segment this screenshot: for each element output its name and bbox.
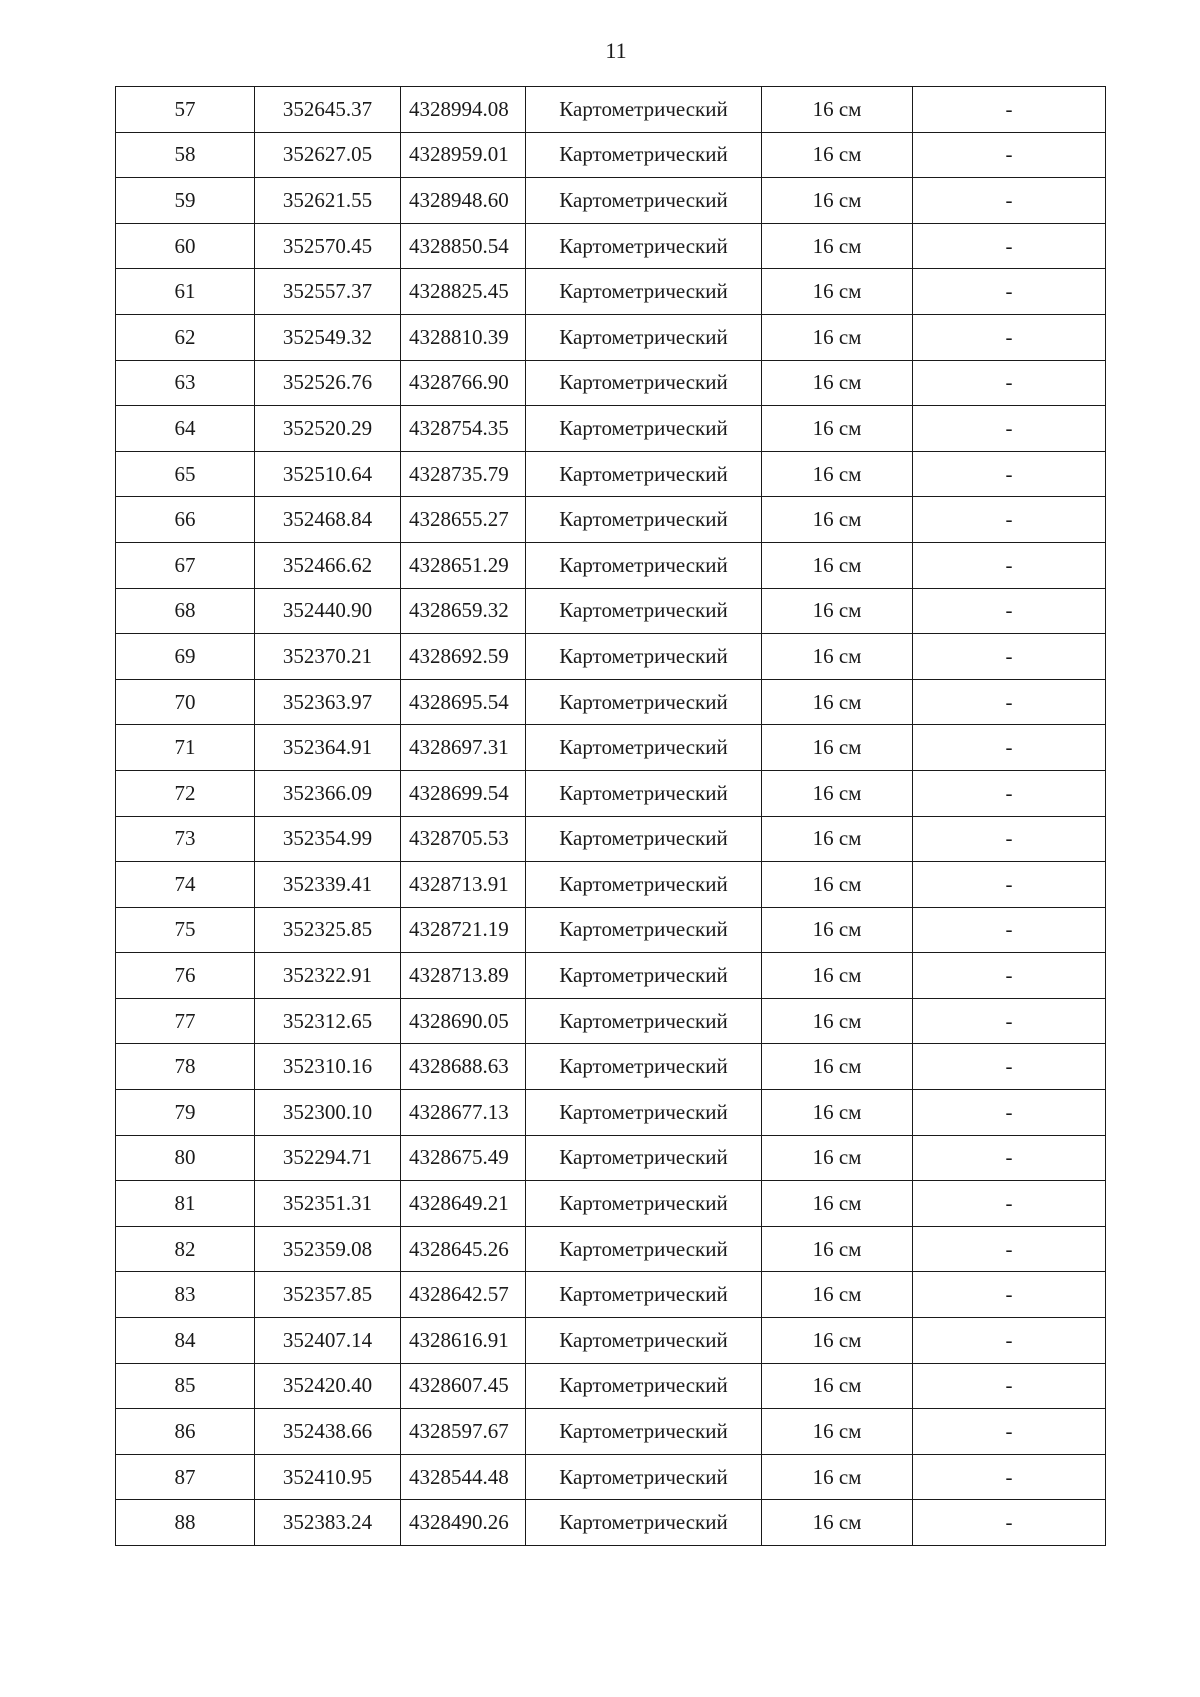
point-number-cell: 70: [116, 679, 255, 725]
point-number-cell: 82: [116, 1226, 255, 1272]
method-cell: Картометрический: [526, 862, 762, 908]
method-cell: Картометрический: [526, 588, 762, 634]
x-coordinate-cell: 352526.76: [255, 360, 401, 406]
note-cell: -: [913, 1272, 1106, 1318]
point-number-cell: 63: [116, 360, 255, 406]
point-number-cell: 65: [116, 451, 255, 497]
x-coordinate-cell: 352510.64: [255, 451, 401, 497]
x-coordinate-cell: 352339.41: [255, 862, 401, 908]
x-coordinate-cell: 352549.32: [255, 314, 401, 360]
note-cell: -: [913, 178, 1106, 224]
x-coordinate-cell: 352300.10: [255, 1090, 401, 1136]
note-cell: -: [913, 542, 1106, 588]
table-row: [116, 178, 1106, 224]
y-coordinate-cell: 4328616.91: [401, 1318, 526, 1364]
accuracy-cell: 16 см: [762, 770, 913, 816]
table-row: [116, 1181, 1106, 1227]
x-coordinate-cell: 352357.85: [255, 1272, 401, 1318]
point-number-cell: 66: [116, 497, 255, 543]
note-cell: -: [913, 816, 1106, 862]
accuracy-cell: 16 см: [762, 406, 913, 452]
accuracy-cell: 16 см: [762, 1500, 913, 1546]
x-coordinate-cell: 352407.14: [255, 1318, 401, 1364]
note-cell: -: [913, 1363, 1106, 1409]
y-coordinate-cell: 4328713.89: [401, 953, 526, 999]
point-number-cell: 86: [116, 1409, 255, 1455]
note-cell: -: [913, 223, 1106, 269]
note-cell: -: [913, 862, 1106, 908]
method-cell: Картометрический: [526, 178, 762, 224]
x-coordinate-cell: 352621.55: [255, 178, 401, 224]
accuracy-cell: 16 см: [762, 178, 913, 224]
y-coordinate-cell: 4328810.39: [401, 314, 526, 360]
table-row: [116, 497, 1106, 543]
accuracy-cell: 16 см: [762, 360, 913, 406]
method-cell: Картометрический: [526, 360, 762, 406]
page-number: 11: [605, 38, 627, 63]
point-number-cell: 85: [116, 1363, 255, 1409]
coordinates-table: [115, 86, 1106, 1546]
point-number-cell: 73: [116, 816, 255, 862]
y-coordinate-cell: 4328959.01: [401, 132, 526, 178]
table-row: [116, 679, 1106, 725]
table-row: [116, 816, 1106, 862]
method-cell: Картометрический: [526, 634, 762, 680]
y-coordinate-cell: 4328994.08: [401, 87, 526, 133]
note-cell: -: [913, 1135, 1106, 1181]
point-number-cell: 59: [116, 178, 255, 224]
accuracy-cell: 16 см: [762, 1409, 913, 1455]
accuracy-cell: 16 см: [762, 314, 913, 360]
table-row: [116, 953, 1106, 999]
note-cell: -: [913, 679, 1106, 725]
note-cell: -: [913, 406, 1106, 452]
x-coordinate-cell: 352325.85: [255, 907, 401, 953]
x-coordinate-cell: 352468.84: [255, 497, 401, 543]
method-cell: Картометрический: [526, 1454, 762, 1500]
point-number-cell: 67: [116, 542, 255, 588]
note-cell: -: [913, 1454, 1106, 1500]
accuracy-cell: 16 см: [762, 451, 913, 497]
y-coordinate-cell: 4328721.19: [401, 907, 526, 953]
method-cell: Картометрический: [526, 1181, 762, 1227]
table-row: [116, 862, 1106, 908]
x-coordinate-cell: 352363.97: [255, 679, 401, 725]
method-cell: Картометрический: [526, 314, 762, 360]
note-cell: -: [913, 998, 1106, 1044]
note-cell: -: [913, 1500, 1106, 1546]
y-coordinate-cell: 4328825.45: [401, 269, 526, 315]
method-cell: Картометрический: [526, 1272, 762, 1318]
x-coordinate-cell: 352366.09: [255, 770, 401, 816]
note-cell: -: [913, 725, 1106, 771]
y-coordinate-cell: 4328850.54: [401, 223, 526, 269]
x-coordinate-cell: 352627.05: [255, 132, 401, 178]
table-body: [116, 87, 1106, 1546]
note-cell: -: [913, 1044, 1106, 1090]
accuracy-cell: 16 см: [762, 998, 913, 1044]
note-cell: -: [913, 1090, 1106, 1136]
note-cell: -: [913, 451, 1106, 497]
y-coordinate-cell: 4328713.91: [401, 862, 526, 908]
note-cell: -: [913, 1181, 1106, 1227]
point-number-cell: 74: [116, 862, 255, 908]
method-cell: Картометрический: [526, 679, 762, 725]
note-cell: -: [913, 770, 1106, 816]
accuracy-cell: 16 см: [762, 269, 913, 315]
note-cell: -: [913, 1318, 1106, 1364]
y-coordinate-cell: 4328692.59: [401, 634, 526, 680]
x-coordinate-cell: 352310.16: [255, 1044, 401, 1090]
accuracy-cell: 16 см: [762, 1226, 913, 1272]
point-number-cell: 76: [116, 953, 255, 999]
y-coordinate-cell: 4328675.49: [401, 1135, 526, 1181]
y-coordinate-cell: 4328754.35: [401, 406, 526, 452]
note-cell: -: [913, 87, 1106, 133]
table-row: [116, 1454, 1106, 1500]
x-coordinate-cell: 352520.29: [255, 406, 401, 452]
point-number-cell: 61: [116, 269, 255, 315]
y-coordinate-cell: 4328705.53: [401, 816, 526, 862]
x-coordinate-cell: 352410.95: [255, 1454, 401, 1500]
note-cell: -: [913, 1409, 1106, 1455]
note-cell: -: [913, 497, 1106, 543]
method-cell: Картометрический: [526, 1090, 762, 1136]
point-number-cell: 87: [116, 1454, 255, 1500]
method-cell: Картометрический: [526, 907, 762, 953]
note-cell: -: [913, 360, 1106, 406]
point-number-cell: 77: [116, 998, 255, 1044]
accuracy-cell: 16 см: [762, 1272, 913, 1318]
x-coordinate-cell: 352354.99: [255, 816, 401, 862]
y-coordinate-cell: 4328690.05: [401, 998, 526, 1044]
table-row: [116, 907, 1106, 953]
accuracy-cell: 16 см: [762, 1135, 913, 1181]
accuracy-cell: 16 см: [762, 1090, 913, 1136]
accuracy-cell: 16 см: [762, 542, 913, 588]
x-coordinate-cell: 352383.24: [255, 1500, 401, 1546]
point-number-cell: 62: [116, 314, 255, 360]
accuracy-cell: 16 см: [762, 1181, 913, 1227]
note-cell: -: [913, 132, 1106, 178]
method-cell: Картометрический: [526, 1500, 762, 1546]
y-coordinate-cell: 4328766.90: [401, 360, 526, 406]
accuracy-cell: 16 см: [762, 1318, 913, 1364]
point-number-cell: 75: [116, 907, 255, 953]
method-cell: Картометрический: [526, 725, 762, 771]
method-cell: Картометрический: [526, 770, 762, 816]
method-cell: Картометрический: [526, 451, 762, 497]
accuracy-cell: 16 см: [762, 1363, 913, 1409]
accuracy-cell: 16 см: [762, 907, 913, 953]
x-coordinate-cell: 352294.71: [255, 1135, 401, 1181]
x-coordinate-cell: 352645.37: [255, 87, 401, 133]
y-coordinate-cell: 4328655.27: [401, 497, 526, 543]
table-row: [116, 87, 1106, 133]
table-row: [116, 725, 1106, 771]
y-coordinate-cell: 4328695.54: [401, 679, 526, 725]
note-cell: -: [913, 314, 1106, 360]
table-row: [116, 1500, 1106, 1546]
point-number-cell: 60: [116, 223, 255, 269]
method-cell: Картометрический: [526, 87, 762, 133]
table-row: [116, 314, 1106, 360]
point-number-cell: 68: [116, 588, 255, 634]
table-row: [116, 1363, 1106, 1409]
accuracy-cell: 16 см: [762, 497, 913, 543]
method-cell: Картометрический: [526, 1135, 762, 1181]
point-number-cell: 81: [116, 1181, 255, 1227]
point-number-cell: 84: [116, 1318, 255, 1364]
method-cell: Картометрический: [526, 497, 762, 543]
y-coordinate-cell: 4328490.26: [401, 1500, 526, 1546]
point-number-cell: 64: [116, 406, 255, 452]
x-coordinate-cell: 352466.62: [255, 542, 401, 588]
table-row: [116, 269, 1106, 315]
note-cell: -: [913, 953, 1106, 999]
accuracy-cell: 16 см: [762, 87, 913, 133]
table-row: [116, 770, 1106, 816]
x-coordinate-cell: 352438.66: [255, 1409, 401, 1455]
x-coordinate-cell: 352322.91: [255, 953, 401, 999]
accuracy-cell: 16 см: [762, 588, 913, 634]
y-coordinate-cell: 4328649.21: [401, 1181, 526, 1227]
y-coordinate-cell: 4328645.26: [401, 1226, 526, 1272]
point-number-cell: 57: [116, 87, 255, 133]
table-row: [116, 588, 1106, 634]
table-row: [116, 132, 1106, 178]
method-cell: Картометрический: [526, 998, 762, 1044]
point-number-cell: 72: [116, 770, 255, 816]
note-cell: -: [913, 1226, 1106, 1272]
method-cell: Картометрический: [526, 223, 762, 269]
x-coordinate-cell: 352420.40: [255, 1363, 401, 1409]
y-coordinate-cell: 4328677.13: [401, 1090, 526, 1136]
method-cell: Картометрический: [526, 953, 762, 999]
table-row: [116, 406, 1106, 452]
table-row: [116, 1409, 1106, 1455]
table-row: [116, 634, 1106, 680]
method-cell: Картометрический: [526, 816, 762, 862]
note-cell: -: [913, 269, 1106, 315]
method-cell: Картометрический: [526, 542, 762, 588]
table-row: [116, 998, 1106, 1044]
method-cell: Картометрический: [526, 1409, 762, 1455]
table-row: [116, 542, 1106, 588]
y-coordinate-cell: 4328607.45: [401, 1363, 526, 1409]
accuracy-cell: 16 см: [762, 816, 913, 862]
method-cell: Картометрический: [526, 269, 762, 315]
y-coordinate-cell: 4328699.54: [401, 770, 526, 816]
x-coordinate-cell: 352312.65: [255, 998, 401, 1044]
note-cell: -: [913, 634, 1106, 680]
point-number-cell: 78: [116, 1044, 255, 1090]
point-number-cell: 80: [116, 1135, 255, 1181]
point-number-cell: 79: [116, 1090, 255, 1136]
accuracy-cell: 16 см: [762, 132, 913, 178]
x-coordinate-cell: 352440.90: [255, 588, 401, 634]
point-number-cell: 71: [116, 725, 255, 771]
table-row: [116, 451, 1106, 497]
y-coordinate-cell: 4328948.60: [401, 178, 526, 224]
accuracy-cell: 16 см: [762, 725, 913, 771]
point-number-cell: 69: [116, 634, 255, 680]
method-cell: Картометрический: [526, 1363, 762, 1409]
y-coordinate-cell: 4328697.31: [401, 725, 526, 771]
table-row: [116, 1226, 1106, 1272]
x-coordinate-cell: 352351.31: [255, 1181, 401, 1227]
x-coordinate-cell: 352570.45: [255, 223, 401, 269]
accuracy-cell: 16 см: [762, 1044, 913, 1090]
method-cell: Картометрический: [526, 1318, 762, 1364]
point-number-cell: 83: [116, 1272, 255, 1318]
table-row: [116, 1272, 1106, 1318]
accuracy-cell: 16 см: [762, 679, 913, 725]
y-coordinate-cell: 4328651.29: [401, 542, 526, 588]
accuracy-cell: 16 см: [762, 634, 913, 680]
x-coordinate-cell: 352364.91: [255, 725, 401, 771]
y-coordinate-cell: 4328642.57: [401, 1272, 526, 1318]
method-cell: Картометрический: [526, 1226, 762, 1272]
y-coordinate-cell: 4328735.79: [401, 451, 526, 497]
x-coordinate-cell: 352359.08: [255, 1226, 401, 1272]
accuracy-cell: 16 см: [762, 862, 913, 908]
y-coordinate-cell: 4328597.67: [401, 1409, 526, 1455]
table-row: [116, 360, 1106, 406]
y-coordinate-cell: 4328544.48: [401, 1454, 526, 1500]
x-coordinate-cell: 352370.21: [255, 634, 401, 680]
y-coordinate-cell: 4328659.32: [401, 588, 526, 634]
method-cell: Картометрический: [526, 406, 762, 452]
note-cell: -: [913, 907, 1106, 953]
point-number-cell: 58: [116, 132, 255, 178]
method-cell: Картометрический: [526, 132, 762, 178]
point-number-cell: 88: [116, 1500, 255, 1546]
table-row: [116, 1318, 1106, 1364]
accuracy-cell: 16 см: [762, 223, 913, 269]
accuracy-cell: 16 см: [762, 1454, 913, 1500]
y-coordinate-cell: 4328688.63: [401, 1044, 526, 1090]
note-cell: -: [913, 588, 1106, 634]
x-coordinate-cell: 352557.37: [255, 269, 401, 315]
accuracy-cell: 16 см: [762, 953, 913, 999]
table-row: [116, 223, 1106, 269]
table-row: [116, 1090, 1106, 1136]
method-cell: Картометрический: [526, 1044, 762, 1090]
table-row: [116, 1135, 1106, 1181]
table-row: [116, 1044, 1106, 1090]
